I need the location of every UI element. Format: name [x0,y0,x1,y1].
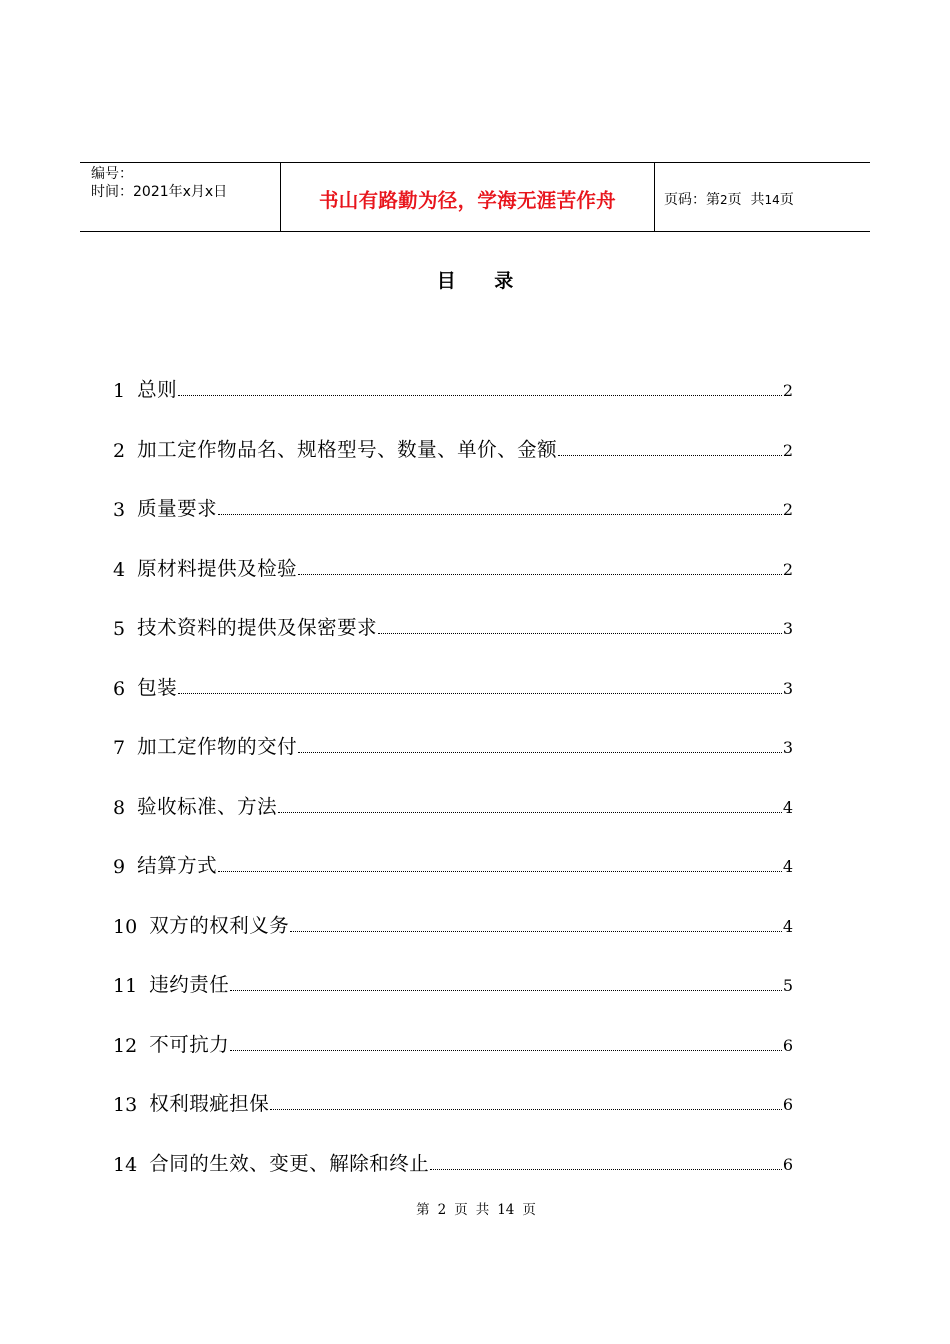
toc-dot-leader [230,1049,782,1051]
toc-dot-leader [378,632,782,634]
header-page-suffix: 页 [779,192,794,208]
toc-entry-title: 权利瑕疵担保 [149,1092,270,1115]
toc-entry-page: 2 [782,381,793,400]
toc-entry-page: 3 [782,738,793,757]
toc-dot-leader [278,811,782,813]
toc-entry[interactable] [113,1027,793,1057]
toc-entry-title: 合同的生效、变更、解除和终止 [149,1152,430,1175]
footer-prefix: 第 [416,1202,430,1218]
toc-entry-number: 3 [113,499,126,521]
header-motto-cell [281,163,655,231]
toc-entry-title: 质量要求 [137,497,218,520]
toc-entry-page: 3 [782,679,793,698]
toc-entry-page: 4 [782,798,793,817]
toc-entry[interactable] [113,610,793,640]
toc-entry[interactable] [113,372,793,402]
footer-page-word: 页 [454,1202,468,1218]
serial-label: 编号： [91,166,133,182]
document-header [80,162,870,232]
toc-entry-number: 2 [113,440,126,462]
toc-entry-number: 13 [113,1094,138,1116]
toc-entry[interactable] [113,1086,793,1116]
header-motto: 书山有路勤为径，学海无涯苦作舟 [318,189,616,212]
toc-entry-title: 加工定作物品名、规格型号、数量、单价、金额 [137,438,558,461]
header-info-cell [80,163,281,231]
toc-entry-number: 9 [113,856,126,878]
toc-entry-title: 验收标准、方法 [137,795,278,818]
toc-entry-page: 6 [782,1095,793,1114]
toc-entry-number: 6 [113,678,126,700]
toc-entry-page: 4 [782,857,793,876]
header-page-prefix: 页码：第 [664,192,720,208]
toc-entry-number: 12 [113,1035,138,1057]
toc-entry[interactable] [113,432,793,462]
toc-dot-leader [270,1108,782,1110]
toc-entry-number: 14 [113,1154,138,1176]
toc-entry-page: 5 [782,976,793,995]
toc-entry-title: 违约责任 [149,973,230,996]
toc-entry-title: 原材料提供及检验 [137,557,298,580]
toc-dot-leader [290,930,782,932]
toc-entry-page: 2 [782,441,793,460]
page-footer [0,1198,950,1218]
toc-entry-title: 结算方式 [137,854,218,877]
toc-entry-number: 7 [113,737,126,759]
toc-entry-page: 2 [782,560,793,579]
toc-entry-number: 11 [113,975,138,997]
toc-entry[interactable] [113,967,793,997]
toc-dot-leader [298,573,782,575]
toc-entry-title: 总则 [137,378,178,401]
toc-entry-page: 6 [782,1155,793,1174]
toc-entry-page: 2 [782,500,793,519]
toc-dot-leader [298,751,782,753]
toc-dot-leader [430,1168,782,1170]
toc-entry-number: 8 [113,797,126,819]
toc-entry-page: 3 [782,619,793,638]
toc-entry-title: 不可抗力 [149,1033,230,1056]
toc-dot-leader [218,513,782,515]
footer-current-page: 2 [437,1202,447,1218]
toc-entry[interactable] [113,670,793,700]
toc-dot-leader [558,454,782,456]
toc-entry[interactable] [113,848,793,878]
toc-entry-title: 包装 [137,676,178,699]
header-page-current: 2 [720,193,728,207]
footer-suffix: 页 [522,1202,536,1218]
toc-entry-title: 技术资料的提供及保密要求 [137,616,378,639]
toc-entry-page: 6 [782,1036,793,1055]
toc-entry-number: 10 [113,916,138,938]
footer-total-pages: 14 [497,1202,515,1218]
toc-dot-leader [230,989,782,991]
toc-entry-title: 双方的权利义务 [149,914,290,937]
toc-entry[interactable] [113,789,793,819]
toc-entry-title: 加工定作物的交付 [137,735,298,758]
time-label: 时间：2021年x月x日 [91,184,228,200]
toc-entry[interactable] [113,1146,793,1176]
toc-entry[interactable] [113,491,793,521]
toc-dot-leader [178,692,782,694]
toc-title: 目 录 [436,270,530,292]
toc-entry-number: 4 [113,559,126,581]
toc-entry[interactable] [113,729,793,759]
header-page-total: 14 [764,193,780,207]
header-page-cell [655,163,870,231]
header-page-middle: 页 共 [727,192,765,208]
toc-entry-number: 5 [113,618,126,640]
footer-total-word: 共 [475,1202,490,1218]
toc-entry[interactable] [113,908,793,938]
toc-entry-page: 4 [782,917,793,936]
toc-dot-leader [218,870,782,872]
toc-dot-leader [178,394,782,396]
header-page-number [664,189,794,209]
toc-entry[interactable] [113,551,793,581]
toc-entry-number: 1 [113,380,126,402]
